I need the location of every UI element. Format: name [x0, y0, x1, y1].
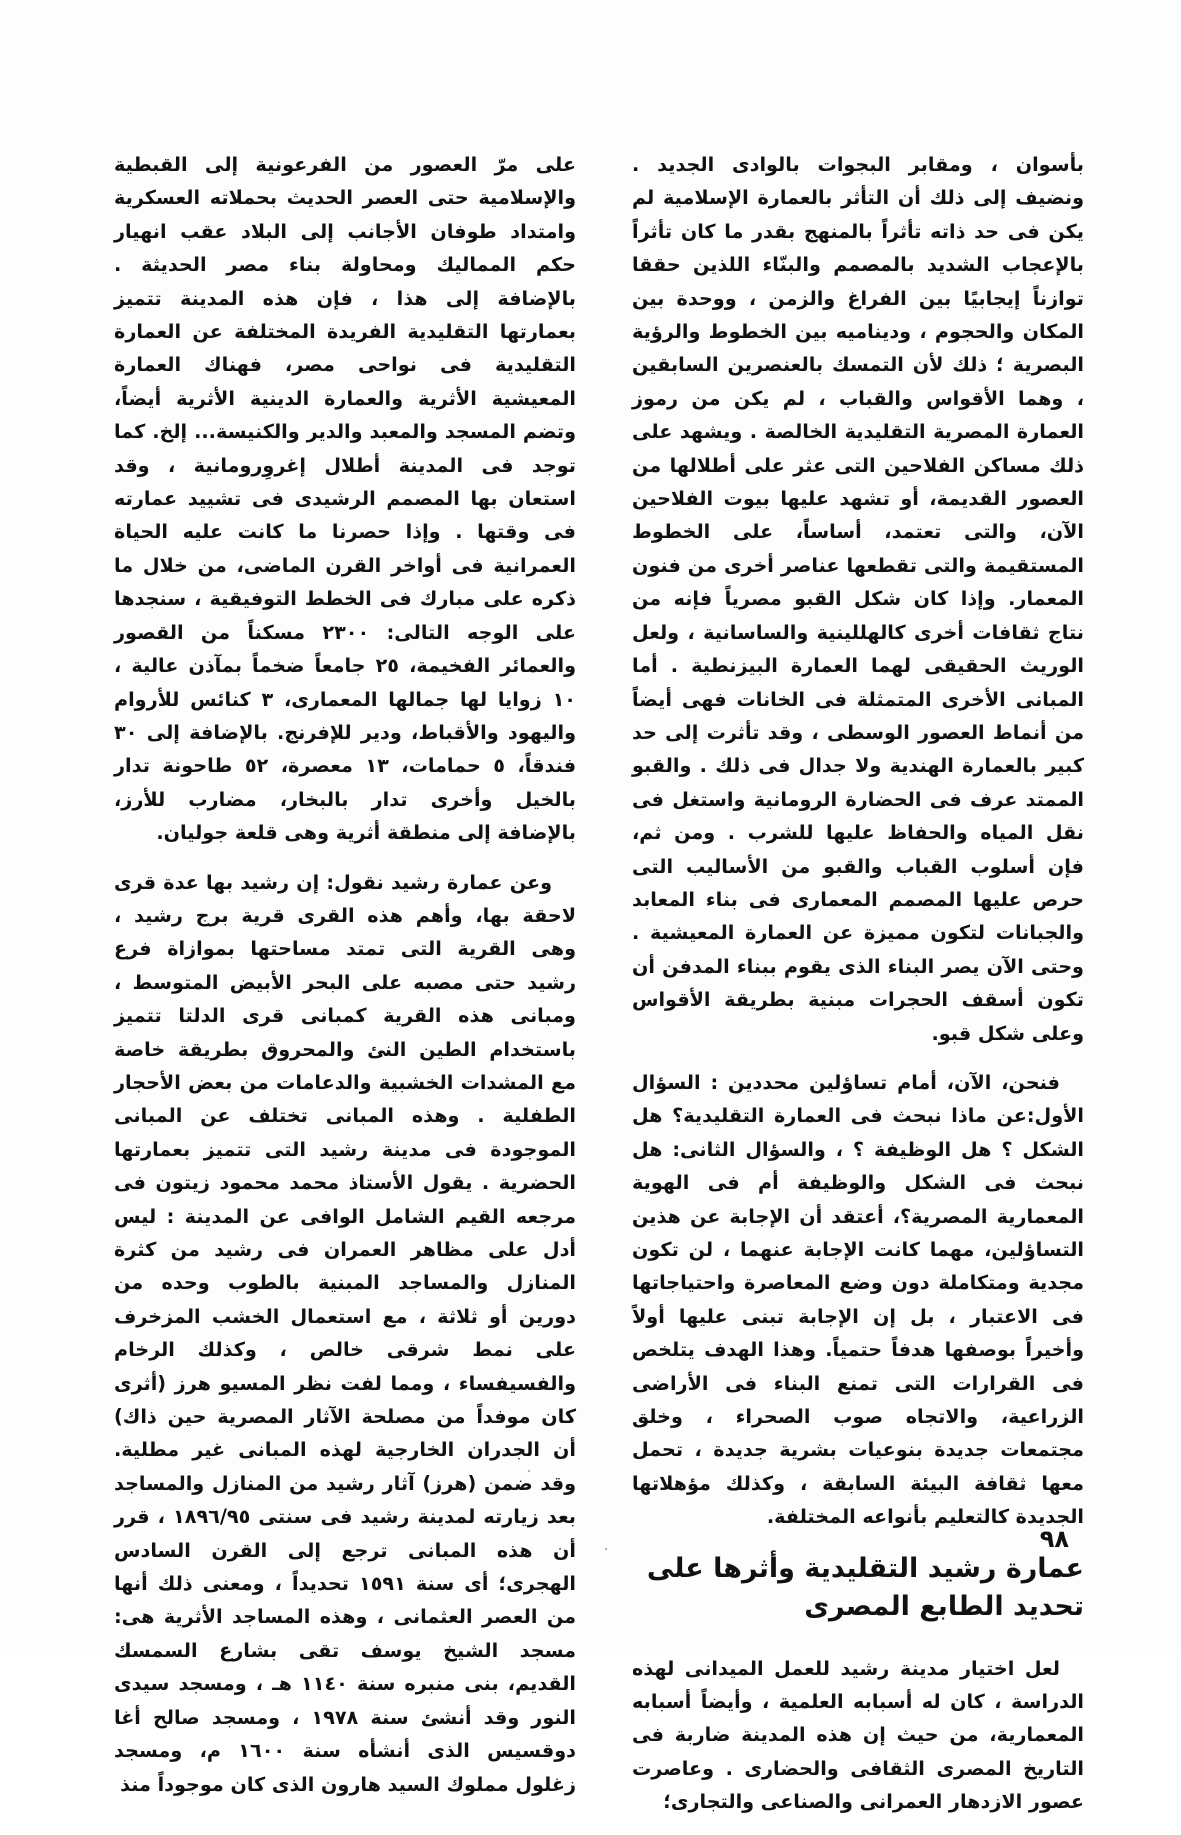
left-paragraph-2: وعن عمارة رشيد نقول: إن رشيد بها عدة قرى لاحقة بها، وأهم هذه القرى قرية برج رشيد ، وهى القرية التى تمتد مساحتها بموازاة فرع رشيد حتى مصبه على البحر الأبيض المتوسط ، ومبانى هذه القرية كمبانى قرى الدلتا تتميز باستخدام الطين النئ والمحروق بطريقة خاصة مع المشدات الخشبية والدعامات من بعض الأحجار الطفلية . وهذه المبانى تختلف عن المبانى الموجودة فى مدينة رشيد التى تتميز بعمارتها الحضرية . يقول الأستاذ محمد محمود زيتون فى مرجعه القيم الشامل الوافى عن المدينة : ليس أدل على مظاهر العمران فى رشيد من كثرة المنازل والمساجد المبنية بالطوب وحده من دورين أو ثلاثة ، مع استعمال الخشب المزخرف على نمط شرقى خالص ، وكذلك الرخام والفسيفساء ، ومما لفت نظر المسيو هرز (أثرى كان موفداً من مصلحة الآثار المصرية حين ذاك) أن الجدران الخارجية لهذه المبانى غير مطلية. وقد ضمن (هرز) آثار رشيد من المنازل والمساجد بعد زيارته لمدينة رشيد فى سنتى ١٨٩٦/٩٥ ، قرر أن هذه المبانى ترجع إلى القرن السادس الهجرى؛ أى سنة ١٥٩١ تحديداً ، ومعنى ذلك أنها من العصر العثمانى ، وهذه المساجد الأثرية هى: مسجد الشيخ يوسف تقى بشارع السمسك القديم، بنى منبره سنة ١١٤٠ هـ ، ومسجد سيدى النور وقد أنشئ سنة ١٩٧٨ ، ومسجد صالح أغا دوقسيس الذى أنشأه سنة ١٦٠٠ م، ومسجد زغلول مملوك السيد هارون الذى كان موجوداً منذ: [114, 870, 576, 1796]
scan-speck: [605, 1548, 607, 1550]
scan-speck: [528, 1470, 530, 1472]
right-paragraph-2: فنحن، الآن، أمام تساؤلين محددين : السؤال الأول:عن ماذا نبحث فى العمارة التقليدية؟ هل الشكل ؟ هل الوظيفة ؟ ، والسؤال الثانى: هل نبحث فى الشكل والوظيفة أم فى الهوية المعمارية المصرية؟، أعتقد أن الإجابة عن هذين التساؤلين، مهما كانت الإجابة عنهما ، لن تكون مجدية ومتكاملة دون وضع المعاصرة واحتياجاتها فى الاعتبار ، بل إن الإجابة تبنى عليها أولاً وأخيراً بوصفها هدفاً حتمياً. وهذا الهدف يتلخص فى القرارات التى تمنع البناء فى الأراضى الزراعية، والاتجاه صوب الصحراء ، وخلق مجتمعات جديدة بنوعيات بشرية جديدة ، تحمل معها ثقافة البيئة السابقة ، وكذلك مؤهلاتها الجديدة كالتعليم بأنواعه المختلفة.: [632, 1070, 1084, 1529]
right-paragraph-3: لعل اختيار مدينة رشيد للعمل الميدانى لهذه الدراسة ، كان له أسبابه العلمية ، وأيضاً أسبابه المعمارية، من حيث إن هذه المدينة ضاربة فى التاريخ المصرى الثقافى والحضارى . وعاصرت عصور الازدهار العمرانى والصناعى والتجارى؛: [632, 1656, 1084, 1814]
section-heading: عمارة رشيد التقليدية وأثرها على تحديد الطابع المصرى: [646, 1552, 1084, 1622]
page-number: ٩٨: [1039, 1525, 1069, 1553]
left-column: [114, 148, 576, 1817]
left-paragraph-1: على مرّ العصور من الفرعونية إلى القبطية والإسلامية حتى العصر الحديث بحملاته العسكرية وامتداد طوفان الأجانب إلى البلاد عقب انهيار حكم المماليك ومحاولة بناء مصر الحديثة . بالإضافة إلى هذا ، فإن هذه المدينة تتميز بعمارتها التقليدية الفريدة المختلفة عن العمارة التقليدية فى نواحى مصر، فهناك العمارة المعيشية الأثرية والعمارة الدينية الأثرية أيضاً، وتضم المسجد والمعبد والدير والكنيسة... إلخ. كما توجد فى المدينة أطلال إغروِرومانية ، وقد استعان بها المصمم الرشيدى فى تشييد عمارته فى وقتها . وإذا حصرنا ما كانت عليه الحياة العمرانية فى أواخر القرن الماضى، من خلال ما ذكره على مبارك فى الخطط التوفيقية ، سنجدها على الوجه التالى: ٢٣٠٠ مسكناً من القصور والعمائر الفخيمة، ٢٥ جامعاً ضخماً بمآذن عالية ، ١٠ زوايا لها جمالها المعمارى، ٣ كنائس للأروام واليهود والأقباط، ودير للإفرنج. بالإضافة إلى ٣٠ فندقاً، ٥ حمامات، ١٣ معصرة، ٥٢ طاحونة تدار بالخيل وأخرى تدار بالبخار، مضارب للأرز، بالإضافة إلى منطقة أثرية وهى قلعة جوليان.: [114, 153, 577, 845]
right-paragraph-1: بأسوان ، ومقابر البجوات بالوادى الجديد . ونضيف إلى ذلك أن التأثر بالعمارة الإسلامية لم يكن فى حد ذاته تأثراً بالمنهج بقدر ما كان تأثراً بالإعجاب الشديد بالمصمم والبنّاء اللذين حققا توازناً إيجابيًا بين الفراغ والزمن ، ووحدة بين المكان والحجوم ، وديناميه بين الخطوط والرؤية البصرية ؛ ذلك لأن التمسك بالعنصرين السابقين ، وهما الأقواس والقباب ، لم يكن من رموز العمارة المصرية التقليدية الخالصة . ويشهد على ذلك مساكن الفلاحين التى عثر على أطلالها من العصور القديمة، أو تشهد عليها بيوت الفلاحين الآن، والتى تعتمد، أساساً، على الخطوط المستقيمة والتى تقطعها عناصر أخرى من فنون المعمار. وإذا كان شكل القبو مصرياً فإنه من نتاج ثقافات أخرى كالهللينية والساسانية ، ولعل الوريث الحقيقى لهما العمارة البيزنطية . أما المبانى الأخرى المتمثلة فى الخانات فهى أيضاً من أنماط العصور الوسطى ، وقد تأثرت إلى حد كبير بالعمارة الهندية ولا جدال فى ذلك . والقبو الممتد عرف فى الحضارة الرومانية واستغل فى نقل المياه والحفاظ عليها للشرب . ومن ثم، فإن أسلوب القباب والقبو من الأساليب التى حرص عليها المصمم المعمارى فى بناء المعابد والجبانات لتكون مميزة عن العمارة المعيشية . وحتى الآن يصر البناء الذى يقوم ببناء المدفن أن تكون أسقف الحجرات مبنية بطريقة الأقواس وعلى شكل قبو.: [632, 153, 1084, 1045]
right-column: [632, 148, 1084, 1835]
